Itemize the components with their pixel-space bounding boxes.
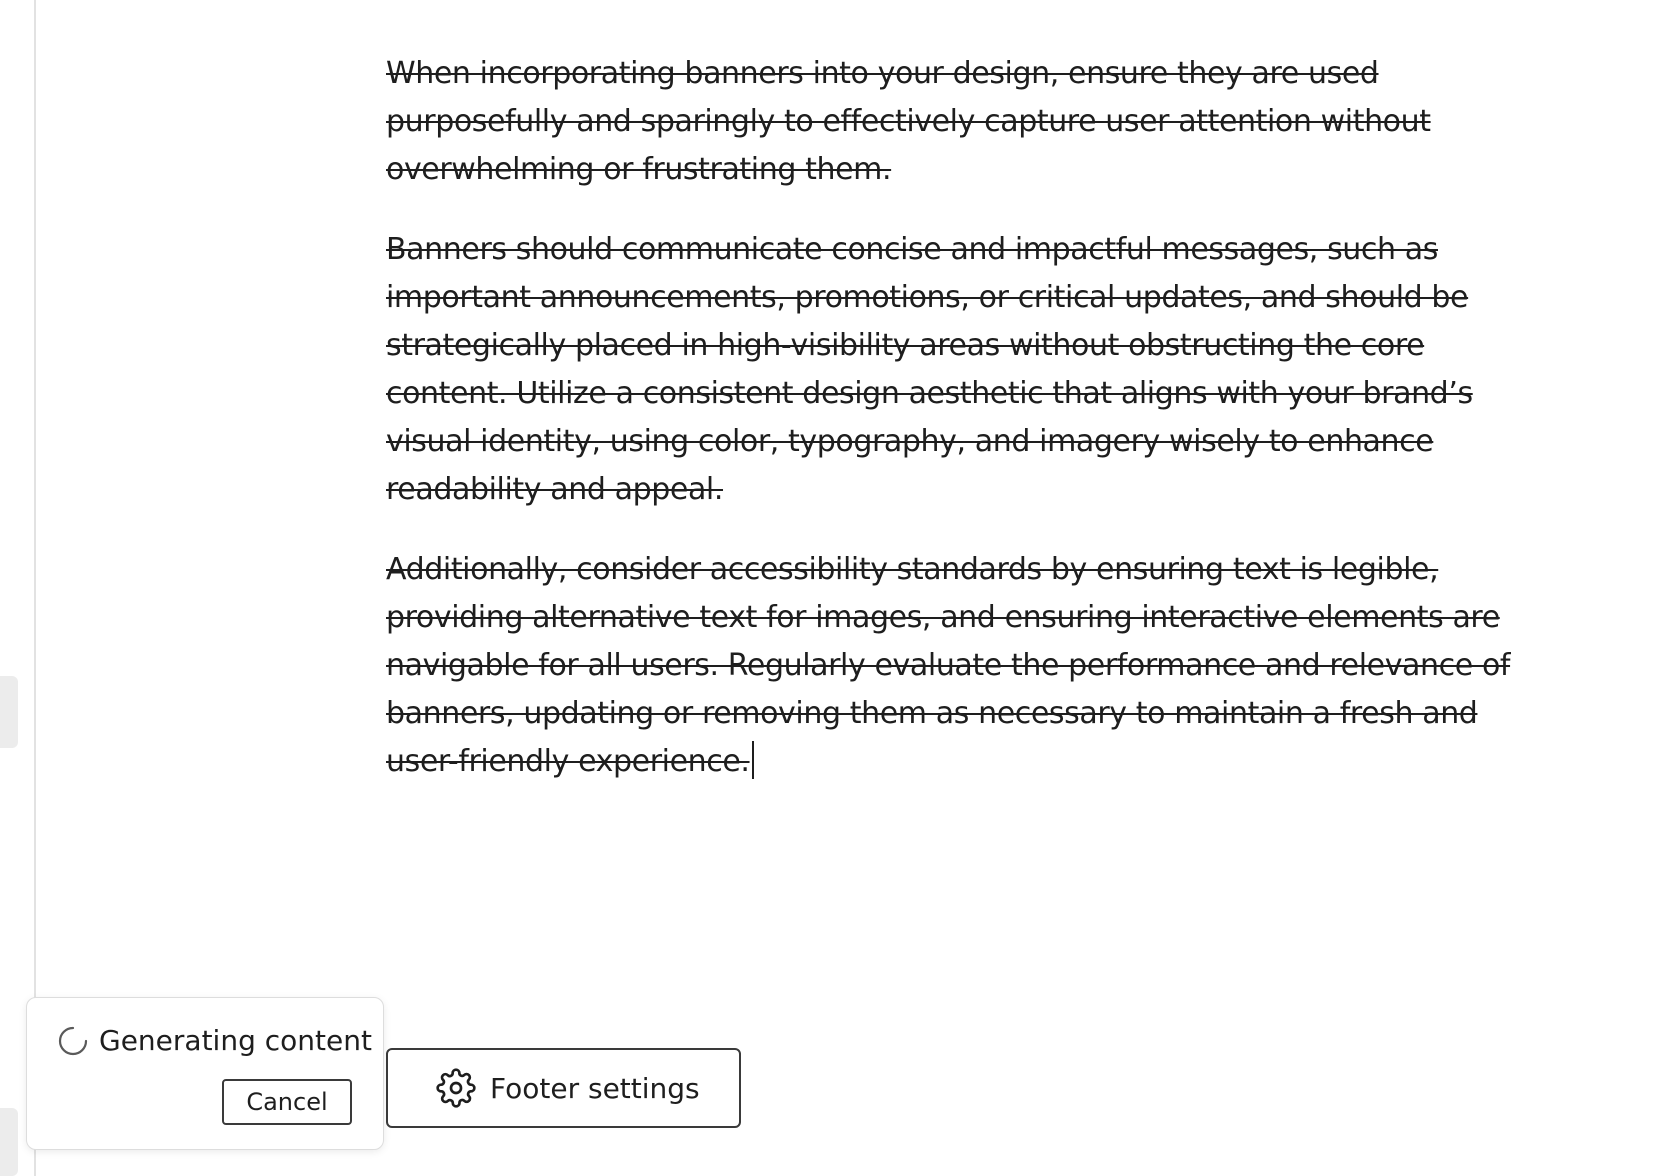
cancel-button[interactable]: Cancel (222, 1079, 352, 1125)
sidebar-edge-tab[interactable] (0, 1108, 18, 1176)
sidebar-collapse-handle[interactable] (0, 676, 18, 748)
paragraph-3-text[interactable]: Additionally, consider accessibility standards by ensuring text is legible, providing alternative text for images, and ensuring interactive elements are navigable for all users. Regularly evaluate the performance and relevance of banners, updating or removing them as necessary to maintain a fresh and user-friendly experience. (386, 552, 1511, 779)
paragraph-1[interactable]: When incorporating banners into your design, ensure they are used purposefully and sparingly to effectively capture user attention without overwhelming or frustrating them. (386, 56, 1431, 187)
generating-content-panel (26, 997, 384, 1150)
paragraph-3[interactable] (386, 546, 1514, 786)
generating-status-label: Generating content (99, 1024, 372, 1057)
loading-spinner-icon (57, 1025, 89, 1057)
gear-icon (436, 1068, 476, 1108)
paragraph-2[interactable]: Banners should communicate concise and impactful messages, such as important announcements, promotions, or critical updates, and should be strategically placed in high-visibility areas without obstructing the core content. Utilize a consistent design aesthetic that aligns with your brand’s visual identity, using color, typography, and imagery wisely to enhance readability and appeal. (386, 232, 1473, 507)
text-caret (752, 741, 754, 779)
editor-content[interactable] (386, 50, 1514, 818)
footer-settings-button[interactable] (386, 1048, 741, 1128)
footer-settings-label: Footer settings (490, 1071, 700, 1105)
